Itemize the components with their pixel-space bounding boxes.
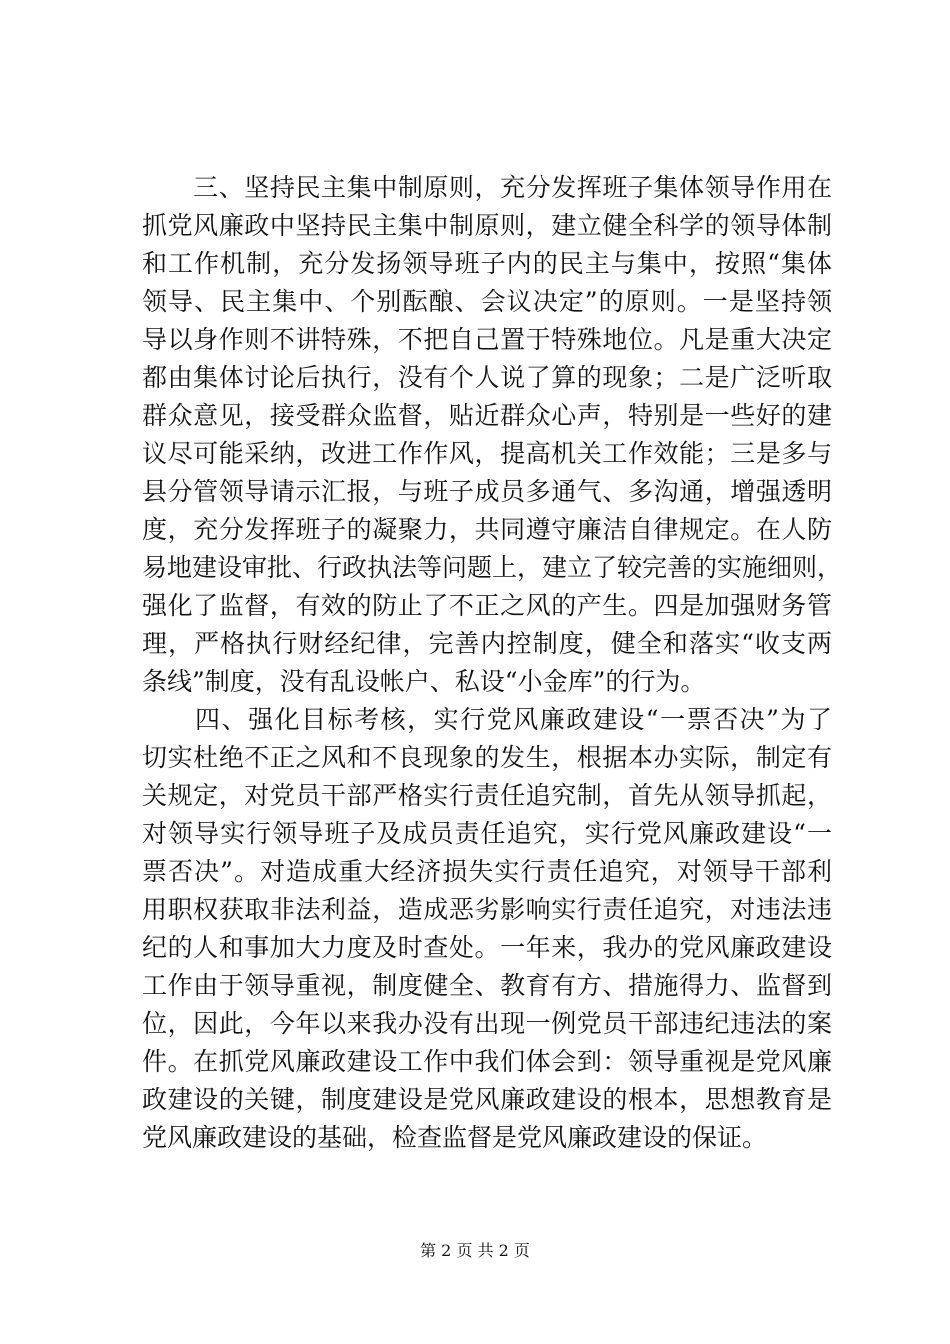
text-line: 切实杜绝不正之风和不良现象的发生，根据本办实际，制定有 [142, 743, 832, 772]
text-line: 导以身作则不讲特殊，不把自己置于特殊地位。凡是重大决定 [142, 325, 832, 354]
text-line: 强化了监督，有效的防止了不正之风的产生。四是加强财务管 [142, 591, 832, 620]
text-line: 关规定，对党员干部严格实行责任追究制，首先从领导抓起， [142, 781, 832, 810]
text-line: 对领导实行领导班子及成员责任追究，实行党风廉政建设“一 [142, 819, 832, 848]
text-line: 议尽可能采纳，改进工作作风，提高机关工作效能；三是多与 [142, 439, 832, 468]
text-line: 票否决”。对造成重大经济损失实行责任追究，对领导干部利 [142, 857, 832, 886]
body-text [142, 169, 843, 1157]
text-line: 领导、民主集中、个别酝酿、会议决定”的原则。一是坚持领 [142, 287, 832, 316]
text-line: 群众意见，接受群众监督，贴近群众心声，特别是一些好的建 [142, 401, 832, 430]
text-line: 工作由于领导重视，制度健全、教育有方、措施得力、监督到 [142, 971, 832, 1000]
text-line: 度，充分发挥班子的凝聚力，共同遵守廉洁自律规定。在人防 [142, 515, 832, 544]
text-line: 易地建设审批、行政执法等问题上，建立了较完善的实施细则， [142, 553, 843, 582]
page-number-footer: 第 2 页 共 2 页 [420, 1241, 530, 1260]
text-line: 理，严格执行财经纪律，完善内控制度，健全和落实“收支两 [142, 629, 832, 658]
text-line: 党风廉政建设的基础，检查监督是党风廉政建设的保证。 [142, 1123, 768, 1152]
text-line: 位，因此，今年以来我办没有出现一例党员干部违纪违法的案 [142, 1009, 832, 1038]
text-line: 都由集体讨论后执行，没有个人说了算的现象；二是广泛听取 [142, 363, 832, 392]
text-line: 政建设的关键，制度建设是党风廉政建设的根本，思想教育是 [142, 1085, 832, 1114]
text-line: 条线”制度，没有乱设帐户、私设“小金库”的行为。 [142, 667, 706, 696]
text-line: 纪的人和事加大力度及时查处。一年来，我办的党风廉政建设 [142, 933, 832, 962]
text-line: 三、坚持民主集中制原则，充分发挥班子集体领导作用在 [142, 173, 832, 202]
text-line: 和工作机制，充分发扬领导班子内的民主与集中，按照“集体 [142, 249, 832, 278]
text-line: 用职权获取非法利益，造成恶劣影响实行责任追究，对违法违 [142, 895, 832, 924]
text-line: 四、强化目标考核，实行党风廉政建设“一票否决”为了 [142, 705, 832, 734]
text-line: 件。在抓党风廉政建设工作中我们体会到：领导重视是党风廉 [142, 1047, 832, 1076]
text-line: 县分管领导请示汇报，与班子成员多通气、多沟通，增强透明 [142, 477, 832, 506]
text-line: 抓党风廉政中坚持民主集中制原则，建立健全科学的领导体制 [142, 211, 832, 240]
